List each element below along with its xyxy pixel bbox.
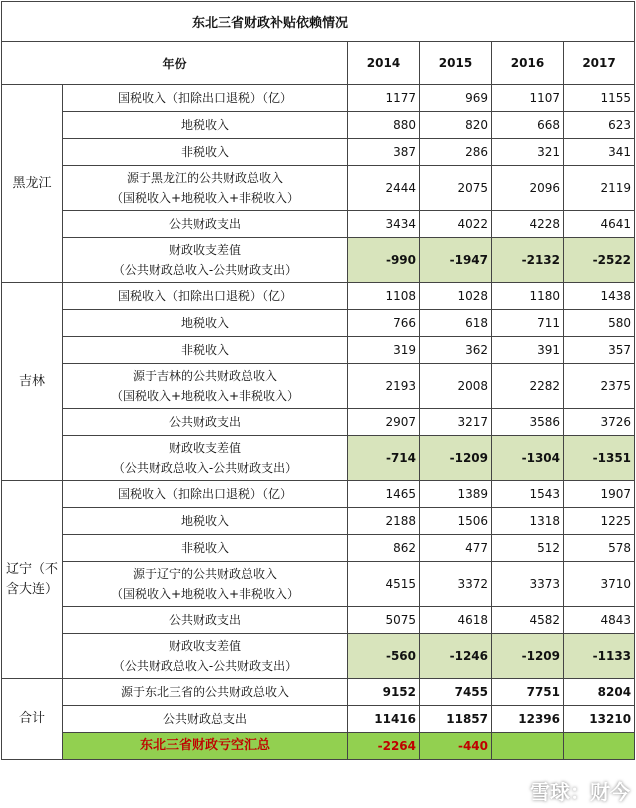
- value-cell: 3217: [420, 409, 492, 436]
- item-label-line: （公共财政总收入-公共财政支出）: [112, 461, 298, 475]
- watermark: [504, 776, 630, 805]
- province-label: 吉林: [2, 283, 63, 481]
- value-cell: 2096: [492, 166, 564, 211]
- value-cell: 13210: [564, 706, 635, 733]
- table-row: [2, 112, 635, 139]
- value-cell: 1543: [492, 481, 564, 508]
- table-row: [2, 238, 635, 283]
- value-cell: 7751: [492, 679, 564, 706]
- item-label: [63, 562, 348, 607]
- table-row: [2, 310, 635, 337]
- value-cell: -2264: [348, 733, 420, 760]
- table-row: [2, 337, 635, 364]
- value-cell: 1318: [492, 508, 564, 535]
- item-label-line: 源于黑龙江的公共财政总收入: [126, 171, 283, 185]
- item-label-line: 财政收支差值: [168, 639, 241, 653]
- value-cell: 3586: [492, 409, 564, 436]
- value-cell: 3373: [492, 562, 564, 607]
- value-cell: 2075: [420, 166, 492, 211]
- value-cell: -1246: [420, 634, 492, 679]
- item-label-line: 源于吉林的公共财政总收入: [132, 369, 277, 383]
- value-cell: -2132: [492, 238, 564, 283]
- year-header: 2017: [564, 42, 635, 85]
- value-cell: 1389: [420, 481, 492, 508]
- table-row: [2, 166, 635, 211]
- item-label: [63, 337, 348, 364]
- value-cell: 1107: [492, 85, 564, 112]
- value-cell: 5075: [348, 607, 420, 634]
- value-cell: 3726: [564, 409, 635, 436]
- value-cell: -1304: [492, 436, 564, 481]
- value-cell: 11857: [420, 706, 492, 733]
- item-label: [63, 364, 348, 409]
- value-cell: 4843: [564, 607, 635, 634]
- value-cell: -1351: [564, 436, 635, 481]
- value-cell: 1907: [564, 481, 635, 508]
- table-row: [2, 634, 635, 679]
- value-cell: 2282: [492, 364, 564, 409]
- item-label: [63, 211, 348, 238]
- value-cell: 3710: [564, 562, 635, 607]
- item-label-line: 财政收支差值: [168, 441, 241, 455]
- province-label: 辽宁（不含大连）: [2, 481, 63, 679]
- value-cell: 2193: [348, 364, 420, 409]
- value-cell: 341: [564, 139, 635, 166]
- value-cell: 286: [420, 139, 492, 166]
- item-label: [63, 112, 348, 139]
- item-label-line: 公共财政支出: [168, 217, 241, 231]
- item-label: [63, 283, 348, 310]
- value-cell: 4641: [564, 211, 635, 238]
- item-label-line: 非税收入: [180, 343, 229, 357]
- item-label-line: 地税收入: [180, 316, 229, 330]
- value-cell: 2188: [348, 508, 420, 535]
- item-label-line: （国税收入+地税收入+非税收入）: [110, 191, 300, 205]
- value-cell: 387: [348, 139, 420, 166]
- table-row: [2, 706, 635, 733]
- value-cell: 1465: [348, 481, 420, 508]
- value-cell: 9152: [348, 679, 420, 706]
- value-cell: 580: [564, 310, 635, 337]
- value-cell: 3372: [420, 562, 492, 607]
- value-cell: 4515: [348, 562, 420, 607]
- value-cell: 766: [348, 310, 420, 337]
- value-cell: [492, 733, 564, 760]
- value-cell: 862: [348, 535, 420, 562]
- year-header: 2014: [348, 42, 420, 85]
- value-cell: -990: [348, 238, 420, 283]
- item-label-line: 非税收入: [180, 145, 229, 159]
- value-cell: 1180: [492, 283, 564, 310]
- table-row: [2, 85, 635, 112]
- value-cell: -1133: [564, 634, 635, 679]
- item-label: [63, 238, 348, 283]
- value-cell: 820: [420, 112, 492, 139]
- value-cell: -560: [348, 634, 420, 679]
- table-row: [2, 562, 635, 607]
- table-row: [2, 733, 635, 760]
- value-cell: 2375: [564, 364, 635, 409]
- item-label: [63, 139, 348, 166]
- item-label-line: 国税收入（扣除出口退税）（亿）: [117, 487, 292, 501]
- value-cell: 618: [420, 310, 492, 337]
- value-cell: 578: [564, 535, 635, 562]
- item-label: [63, 733, 348, 760]
- value-cell: 2119: [564, 166, 635, 211]
- value-cell: 880: [348, 112, 420, 139]
- value-cell: -440: [420, 733, 492, 760]
- value-cell: 7455: [420, 679, 492, 706]
- item-label-line: （公共财政总收入-公共财政支出）: [112, 263, 298, 277]
- value-cell: 477: [420, 535, 492, 562]
- item-label-line: 国税收入（扣除出口退税）（亿）: [117, 289, 292, 303]
- value-cell: [564, 733, 635, 760]
- value-cell: 2008: [420, 364, 492, 409]
- item-label: [63, 634, 348, 679]
- item-label: [63, 481, 348, 508]
- item-label: [63, 535, 348, 562]
- item-label: [63, 166, 348, 211]
- table-title: 东北三省财政补贴依赖情况: [2, 2, 635, 42]
- value-cell: 623: [564, 112, 635, 139]
- item-label: [63, 508, 348, 535]
- value-cell: 1155: [564, 85, 635, 112]
- value-cell: 2444: [348, 166, 420, 211]
- value-cell: -714: [348, 436, 420, 481]
- item-label-line: 公共财政总支出: [162, 712, 247, 726]
- value-cell: 319: [348, 337, 420, 364]
- value-cell: 969: [420, 85, 492, 112]
- table-row: [2, 283, 635, 310]
- table-row: [2, 679, 635, 706]
- item-label: [63, 706, 348, 733]
- value-cell: 321: [492, 139, 564, 166]
- table-row: [2, 364, 635, 409]
- item-label-line: 国税收入（扣除出口退税）（亿）: [117, 91, 292, 105]
- value-cell: 1108: [348, 283, 420, 310]
- item-label-line: 公共财政支出: [168, 613, 241, 627]
- value-cell: -1947: [420, 238, 492, 283]
- item-label: [63, 409, 348, 436]
- item-label-line: 非税收入: [180, 541, 229, 555]
- value-cell: 512: [492, 535, 564, 562]
- value-cell: 357: [564, 337, 635, 364]
- table-row: [2, 211, 635, 238]
- item-label-line: 地税收入: [180, 118, 229, 132]
- item-label: [63, 85, 348, 112]
- province-label: 黑龙江: [2, 85, 63, 283]
- item-label-line: 东北三省财政亏空汇总: [139, 738, 270, 753]
- value-cell: 1225: [564, 508, 635, 535]
- year-header: 2016: [492, 42, 564, 85]
- watermark-text: 雪球：财今: [530, 780, 630, 804]
- value-cell: 12396: [492, 706, 564, 733]
- value-cell: 668: [492, 112, 564, 139]
- value-cell: 711: [492, 310, 564, 337]
- value-cell: 362: [420, 337, 492, 364]
- table-row: [2, 139, 635, 166]
- item-label-line: （国税收入+地税收入+非税收入）: [110, 389, 300, 403]
- value-cell: 4618: [420, 607, 492, 634]
- value-cell: -1209: [492, 634, 564, 679]
- province-label: 合计: [2, 679, 63, 760]
- value-cell: 3434: [348, 211, 420, 238]
- value-cell: 11416: [348, 706, 420, 733]
- table-row: [2, 481, 635, 508]
- item-label: [63, 607, 348, 634]
- item-label-line: （国税收入+地税收入+非税收入）: [110, 587, 300, 601]
- item-label-line: 财政收支差值: [168, 243, 241, 257]
- item-label-line: 公共财政支出: [168, 415, 241, 429]
- fiscal-subsidy-table: [1, 1, 635, 760]
- value-cell: 4582: [492, 607, 564, 634]
- table-row: [2, 409, 635, 436]
- value-cell: 4022: [420, 211, 492, 238]
- value-cell: 1438: [564, 283, 635, 310]
- item-label: [63, 436, 348, 481]
- value-cell: 391: [492, 337, 564, 364]
- value-cell: 1177: [348, 85, 420, 112]
- table-row: [2, 607, 635, 634]
- table-row: [2, 508, 635, 535]
- value-cell: 1506: [420, 508, 492, 535]
- item-label-line: 源于辽宁的公共财政总收入: [132, 567, 277, 581]
- item-label-line: 地税收入: [180, 514, 229, 528]
- value-cell: 2907: [348, 409, 420, 436]
- year-header-label: 年份: [2, 42, 348, 85]
- item-label: [63, 679, 348, 706]
- table-row: [2, 535, 635, 562]
- value-cell: 1028: [420, 283, 492, 310]
- snowball-logo-icon: [504, 780, 526, 802]
- item-label-line: （公共财政总收入-公共财政支出）: [112, 659, 298, 673]
- item-label: [63, 310, 348, 337]
- table-row: [2, 436, 635, 481]
- value-cell: -2522: [564, 238, 635, 283]
- year-header: 2015: [420, 42, 492, 85]
- item-label-line: 源于东北三省的公共财政总收入: [120, 685, 289, 699]
- value-cell: 4228: [492, 211, 564, 238]
- value-cell: -1209: [420, 436, 492, 481]
- value-cell: 8204: [564, 679, 635, 706]
